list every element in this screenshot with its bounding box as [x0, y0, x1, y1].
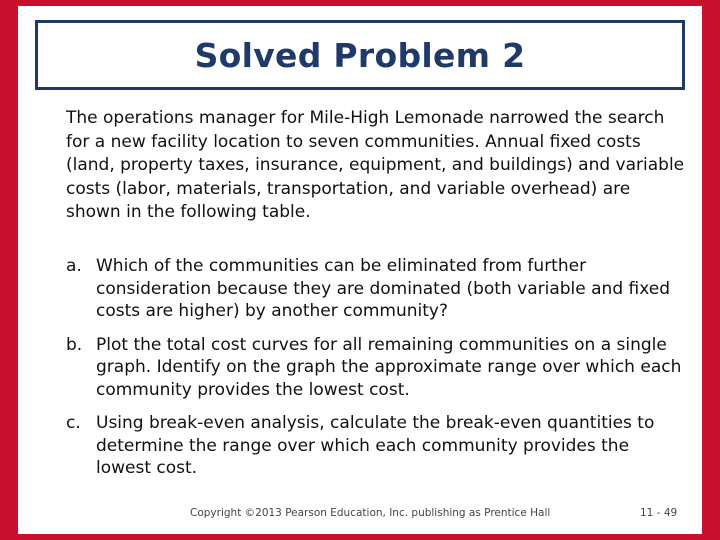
copyright-notice: Copyright ©2013 Pearson Education, Inc. publishing as Prentice Hall: [190, 507, 551, 519]
slide-footer: [0, 507, 720, 525]
question-text: Plot the total cost curves for all remaining communities on a single graph. Identify on the graph the approximate range over which each community provides the lowest cost.: [96, 334, 682, 400]
page-number: 11 - 49: [640, 507, 678, 519]
question-list: [66, 255, 686, 491]
question-text: Using break-even analysis, calculate the break-even quantities to determine the range over which each community provides the lowest cost.: [96, 413, 655, 478]
question-item-a: [66, 255, 686, 323]
question-label: c.: [66, 413, 81, 433]
question-item-b: [66, 334, 686, 402]
slide-title: Solved Problem 2: [194, 35, 526, 75]
intro-paragraph: The operations manager for Mile-High Lemonade narrowed the search for a new facility location to seven communities. Annual fixed costs (land, property taxes, insurance, equipment, and buildings) and variable costs (labor, materials, transportation, and variable overhead) are shown in the following table.: [66, 108, 685, 222]
title-box: [35, 20, 685, 90]
question-label: a.: [66, 256, 82, 276]
question-item-c: [66, 412, 686, 480]
question-text: Which of the communities can be eliminated from further consideration because they are dominated (both variable and fixed costs are higher) by another community?: [96, 256, 671, 321]
question-label: b.: [66, 334, 83, 355]
